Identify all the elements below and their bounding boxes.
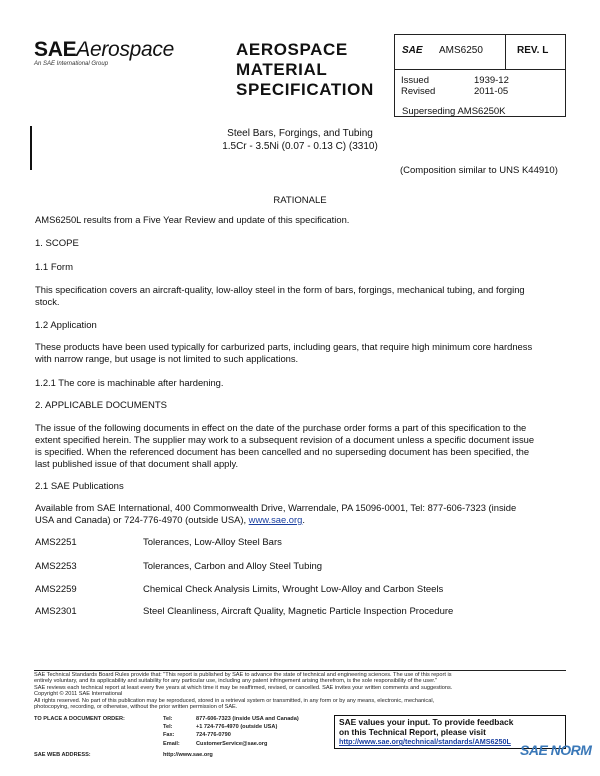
rationale-text: AMS6250L results from a Five Year Review and update of this specification. [35, 214, 350, 225]
title-line-1: AEROSPACE [236, 40, 348, 59]
footer-divider [34, 670, 566, 671]
section-1-1-heading: 1.1 Form [35, 262, 74, 273]
footer-legal-line-5: All rights reserved. No part of this publication may be reproduced, stored in a retrieval system or transmitted, in any form or by any means, electronic, mechanical, [34, 697, 435, 704]
ref-title-2: Tolerances, Carbon and Alloy Steel Tubing [143, 561, 323, 572]
title-line-2: MATERIAL [236, 60, 328, 79]
publications-text: USA and Canada) or 724-776-4970 (outside USA), [35, 514, 249, 525]
section-1-heading: 1. SCOPE [35, 238, 79, 249]
publications-paragraph-line-2 [35, 514, 305, 526]
docs-paragraph-line-4: last published issue of that document shall apply. [35, 458, 239, 469]
ref-title-3: Chemical Check Analysis Limits, Wrought Low-Alloy and Carbon Steels [143, 584, 444, 595]
publications-period: . [302, 514, 305, 525]
feedback-line-2: on this Technical Report, please visit [339, 727, 486, 737]
doc-number: AMS6250 [439, 45, 483, 56]
contact-value-3: 724-776-0790 [196, 732, 231, 738]
contact-label-2: Tel: [163, 724, 173, 730]
superseding: Superseding AMS6250K [402, 106, 506, 117]
form-paragraph-line-1: This specification covers an aircraft-quality, low-alloy steel in the form of bars, forgings, mechanical tubing, and forging [35, 284, 525, 295]
docs-paragraph-line-3: is specified. When the referenced document has been cancelled and no superseding document has been specified, the [35, 446, 530, 457]
composition-note: (Composition similar to UNS K44910) [400, 165, 558, 176]
issued-label: Issued [401, 75, 429, 86]
ref-code-1: AMS2251 [35, 537, 77, 548]
rationale-heading: RATIONALE [273, 195, 327, 206]
application-paragraph-line-1: These products have been used typically for carburized parts, including gears, that require high minimum core hardness [35, 341, 533, 352]
ref-code-3: AMS2259 [35, 584, 77, 595]
footer-legal [34, 672, 574, 710]
title-line-3: SPECIFICATION [236, 80, 374, 99]
section-2-heading: 2. APPLICABLE DOCUMENTS [35, 400, 167, 411]
form-paragraph-line-2: stock. [35, 296, 60, 307]
doc-title-1: Steel Bars, Forgings, and Tubing [227, 128, 373, 139]
ref-code-4: AMS2301 [35, 606, 77, 617]
footer-legal-line-3: SAE reviews each technical report at least every five years at which time it may be reaffirmed, revised, or cancelled. SAE invites your written comments and suggestions. [34, 684, 453, 691]
feedback-line-1: SAE values your input. To provide feedback [339, 717, 514, 727]
web-address-value: http://www.sae.org [163, 752, 213, 758]
web-address-label: SAE WEB ADDRESS: [34, 752, 91, 758]
ref-title-1: Tolerances, Low-Alloy Steel Bars [143, 537, 282, 548]
sae-small-logo: SAE [402, 45, 423, 56]
contact-label-1: Tel: [163, 716, 173, 722]
logo-bold: SAE [34, 38, 77, 61]
footer-legal-line-2: entirely voluntary, and its applicability and suitability for any particular use, including any patent infringement arising therefrom, is the sole responsibility of the user." [34, 678, 438, 685]
logo-italic: Aerospace [76, 38, 174, 61]
ref-code-2: AMS2253 [35, 561, 77, 572]
contact-value-1: 877-606-7323 (inside USA and Canada) [196, 716, 299, 722]
logo-subtitle: An SAE International Group [34, 61, 109, 67]
footer-legal-line-1: SAE Technical Standards Board Rules provide that: "This report is published by SAE to advance the state of technical and engineering sciences. The use of this report is [34, 672, 452, 678]
contact-label-4: Email: [163, 741, 180, 747]
application-paragraph-line-2: with narrow range, but usage is not limited to such applications. [35, 353, 299, 364]
sae-norm-watermark: SAE NORM [520, 742, 592, 758]
section-1-2-1-text: 1.2.1 The core is machinable after hardening. [35, 377, 224, 388]
order-label: TO PLACE A DOCUMENT ORDER: [34, 716, 125, 722]
contact-value-4: CustomerService@sae.org [196, 741, 268, 747]
docs-paragraph-line-2: extent specified herein. The supplier may work to a subsequent revision of a document unless a specific document issue [35, 434, 535, 445]
footer-legal-line-6: photocopying, recording, or otherwise, without the prior written permission of SAE. [34, 704, 238, 711]
doc-title-2: 1.5Cr - 3.5Ni (0.07 - 0.13 C) (3310) [222, 141, 378, 152]
contact-label-3: Fax: [163, 732, 175, 738]
contact-value-2: +1 724-776-4970 (outside USA) [196, 724, 278, 730]
section-1-2-heading: 1.2 Application [35, 320, 97, 331]
publications-paragraph-line-1: Available from SAE International, 400 Commonwealth Drive, Warrendale, PA 15096-0001, Tel: 877-606-7323 (inside [35, 502, 517, 513]
feedback-link[interactable]: http://www.sae.org/technical/standards/AMS6250L [339, 737, 511, 746]
revised-value: 2011-05 [474, 86, 509, 97]
footer-legal-line-4: Copyright © 2011 SAE International [34, 691, 123, 698]
sae-aerospace-logo [34, 38, 174, 62]
docs-paragraph-line-1: The issue of the following documents in effect on the date of the purchase order forms a part of this specification to the [35, 422, 527, 433]
issued-value: 1939-12 [474, 75, 509, 86]
section-2-1-heading: 2.1 SAE Publications [35, 481, 124, 492]
ref-title-4: Steel Cleanliness, Aircraft Quality, Magnetic Particle Inspection Procedure [143, 606, 454, 617]
revised-label: Revised [401, 86, 436, 97]
revision: REV. L [517, 45, 549, 56]
sae-website-link[interactable]: www.sae.org [248, 514, 303, 525]
